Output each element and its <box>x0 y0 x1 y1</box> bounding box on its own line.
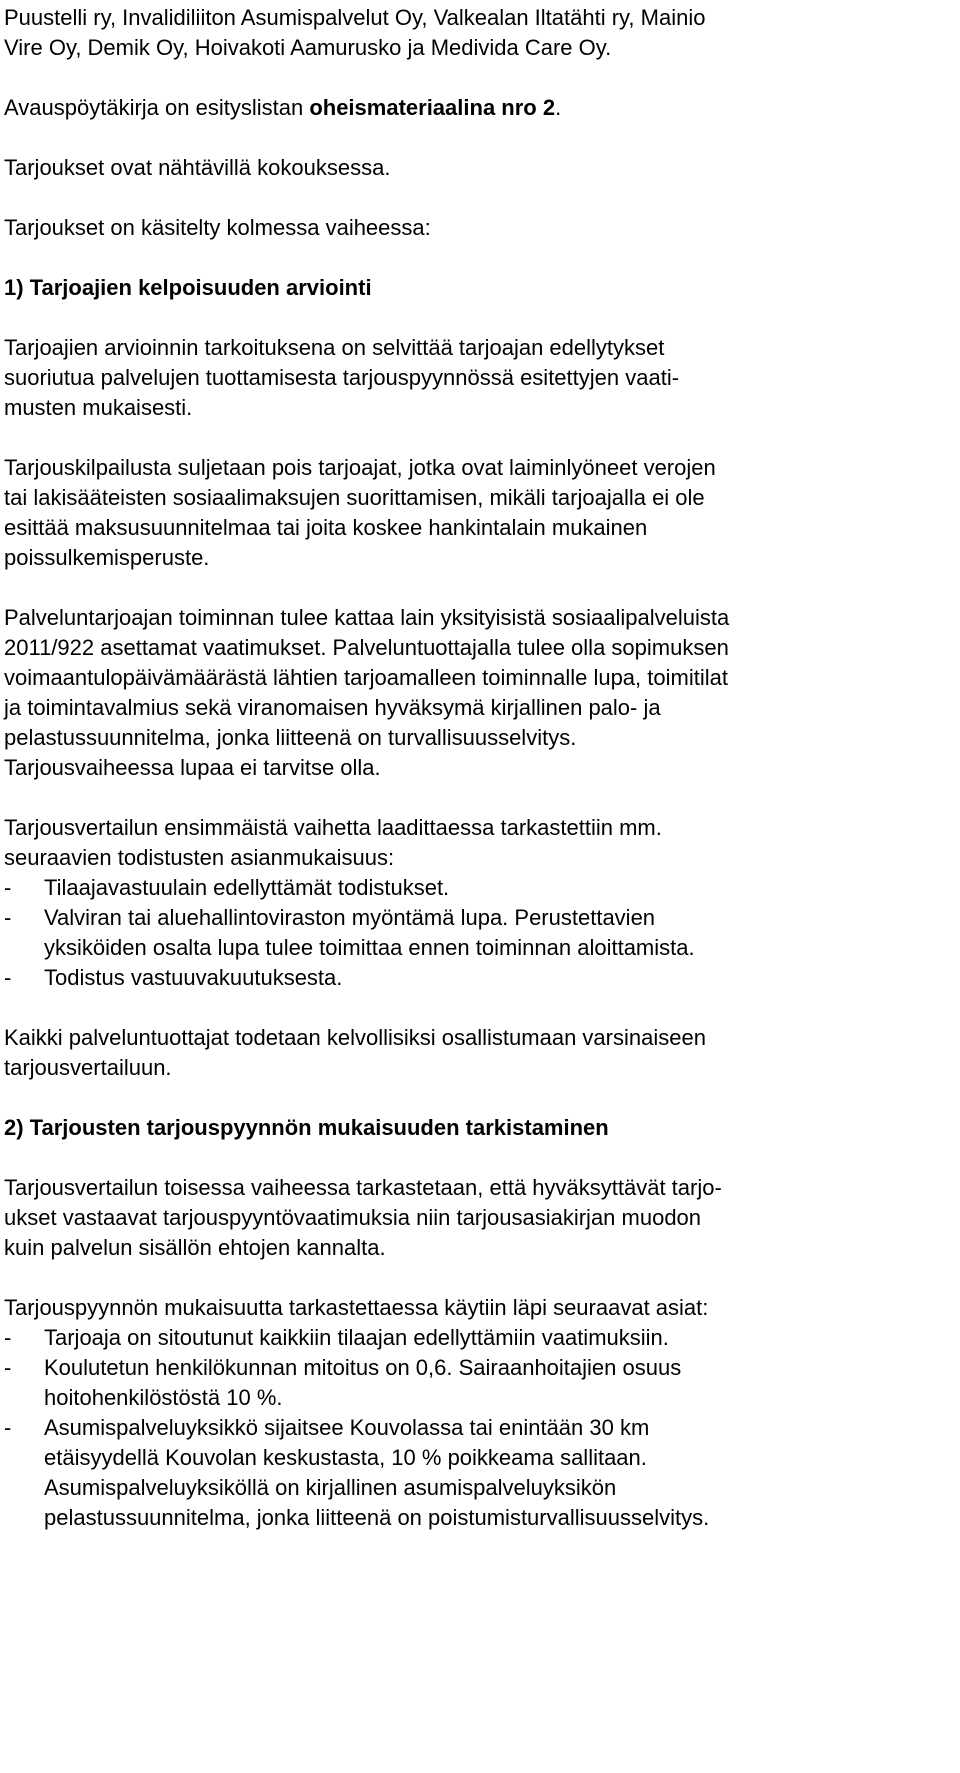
list-item <box>4 1413 954 1533</box>
section1-para1 <box>4 333 954 423</box>
text-line: Tarjousvertailun ensimmäistä vaihetta laadittaessa tarkastettiin mm. <box>4 815 662 840</box>
list-item <box>4 873 954 903</box>
text-line: Tarjoajien arvioinnin tarkoituksena on selvittää tarjoajan edellytykset <box>4 335 665 360</box>
text-line: Puustelli ry, Invalidiliiton Asumispalvelut Oy, Valkealan Iltatähti ry, Mainio <box>4 5 706 30</box>
list-item <box>4 903 954 963</box>
text-line: Tarjousvertailun toisessa vaiheessa tarkastetaan, että hyväksyttävät tarjo- <box>4 1175 722 1200</box>
section1-para5 <box>4 1023 954 1083</box>
text-line: Tarjouskilpailusta suljetaan pois tarjoajat, jotka ovat laiminlyöneet verojen <box>4 455 716 480</box>
nahtavilla-paragraph: Tarjoukset ovat nähtävillä kokouksessa. <box>4 155 391 180</box>
text-line: poissulkemisperuste. <box>4 545 210 570</box>
text-line: Asumispalveluyksikkö sijaitsee Kouvolassa tai enintään 30 km <box>44 1415 650 1440</box>
section2-heading: 2) Tarjousten tarjouspyynnön mukaisuuden tarkistaminen <box>4 1115 609 1140</box>
avaus-suffix: . <box>555 95 562 120</box>
text-line: Tilaajavastuulain edellyttämät todistukset. <box>44 875 450 900</box>
list-dash: - <box>4 905 12 930</box>
avaus-paragraph <box>4 93 954 123</box>
list-dash: - <box>4 965 12 990</box>
text-line: musten mukaisesti. <box>4 395 193 420</box>
text-line: seuraavien todistusten asianmukaisuus: <box>4 845 395 870</box>
text-line: ja toimintavalmius sekä viranomaisen hyväksymä kirjallinen palo- ja <box>4 695 661 720</box>
text-line: yksiköiden osalta lupa tulee toimittaa ennen toiminnan aloittamista. <box>44 935 695 960</box>
text-line: Vire Oy, Demik Oy, Hoivakoti Aamurusko ja Medivida Care Oy. <box>4 35 612 60</box>
text-line: esittää maksusuunnitelmaa tai joita koskee hankintalain mukainen <box>4 515 648 540</box>
text-line: kuin palvelun sisällön ehtojen kannalta. <box>4 1235 386 1260</box>
text-line: Asumispalveluyksiköllä on kirjallinen asumispalveluyksikön <box>44 1475 617 1500</box>
text-line: Tarjousvaiheessa lupaa ei tarvitse olla. <box>4 755 381 780</box>
text-line: etäisyydellä Kouvolan keskustasta, 10 % poikkeama sallitaan. <box>44 1445 647 1470</box>
section2-para1 <box>4 1173 954 1263</box>
list-dash: - <box>4 1325 12 1350</box>
document-page <box>4 3 954 1533</box>
text-line: Palveluntarjoajan toiminnan tulee kattaa lain yksityisistä sosiaalipalveluista <box>4 605 730 630</box>
requirements-list <box>4 1323 954 1533</box>
text-line: voimaantulopäivämäärästä lähtien tarjoamalleen toiminnalle lupa, toimitilat <box>4 665 728 690</box>
attachment-reference: oheismateriaalina nro 2 <box>309 95 556 120</box>
text-line: Koulutetun henkilökunnan mitoitus on 0,6. Sairaanhoitajien osuus <box>44 1355 682 1380</box>
text-line: Kaikki palveluntuottajat todetaan kelvollisiksi osallistumaan varsinaiseen <box>4 1025 706 1050</box>
list-item <box>4 1323 954 1353</box>
section1-para2 <box>4 453 954 573</box>
list-item <box>4 963 954 993</box>
avaus-prefix: Avauspöytäkirja on esityslistan <box>4 95 310 120</box>
text-line: hoitohenkilöstöstä 10 %. <box>44 1385 283 1410</box>
text-line: Tarjoaja on sitoutunut kaikkiin tilaajan edellyttämiin vaatimuksiin. <box>44 1325 669 1350</box>
text-line: pelastussuunnitelma, jonka liitteenä on turvallisuusselvitys. <box>4 725 577 750</box>
section2-para2: Tarjouspyynnön mukaisuutta tarkastettaessa käytiin läpi seuraavat asiat: <box>4 1295 709 1320</box>
text-line: Valviran tai aluehallintoviraston myöntämä lupa. Perustettavien <box>44 905 656 930</box>
list-dash: - <box>4 1355 12 1380</box>
certificate-list <box>4 873 954 993</box>
section1-heading: 1) Tarjoajien kelpoisuuden arviointi <box>4 275 372 300</box>
list-dash: - <box>4 875 12 900</box>
text-line: 2011/922 asettamat vaatimukset. Palveluntuottajalla tulee olla sopimuksen <box>4 635 729 660</box>
text-line: tai lakisääteisten sosiaalimaksujen suorittamisen, mikäli tarjoajalla ei ole <box>4 485 705 510</box>
text-line: Todistus vastuuvakuutuksesta. <box>44 965 343 990</box>
list-item <box>4 1353 954 1413</box>
text-line: pelastussuunnitelma, jonka liitteenä on poistumisturvallisuusselvitys. <box>44 1505 710 1530</box>
vaiheet-paragraph: Tarjoukset on käsitelty kolmessa vaiheessa: <box>4 215 431 240</box>
section1-para4 <box>4 813 954 873</box>
list-dash: - <box>4 1415 12 1440</box>
section1-para3 <box>4 603 954 783</box>
text-line: suoriutua palvelujen tuottamisesta tarjouspyynnössä esitettyjen vaati- <box>4 365 680 390</box>
text-line: tarjousvertailuun. <box>4 1055 172 1080</box>
text-line: ukset vastaavat tarjouspyyntövaatimuksia niin tarjousasiakirjan muodon <box>4 1205 702 1230</box>
intro-paragraph <box>4 3 954 63</box>
